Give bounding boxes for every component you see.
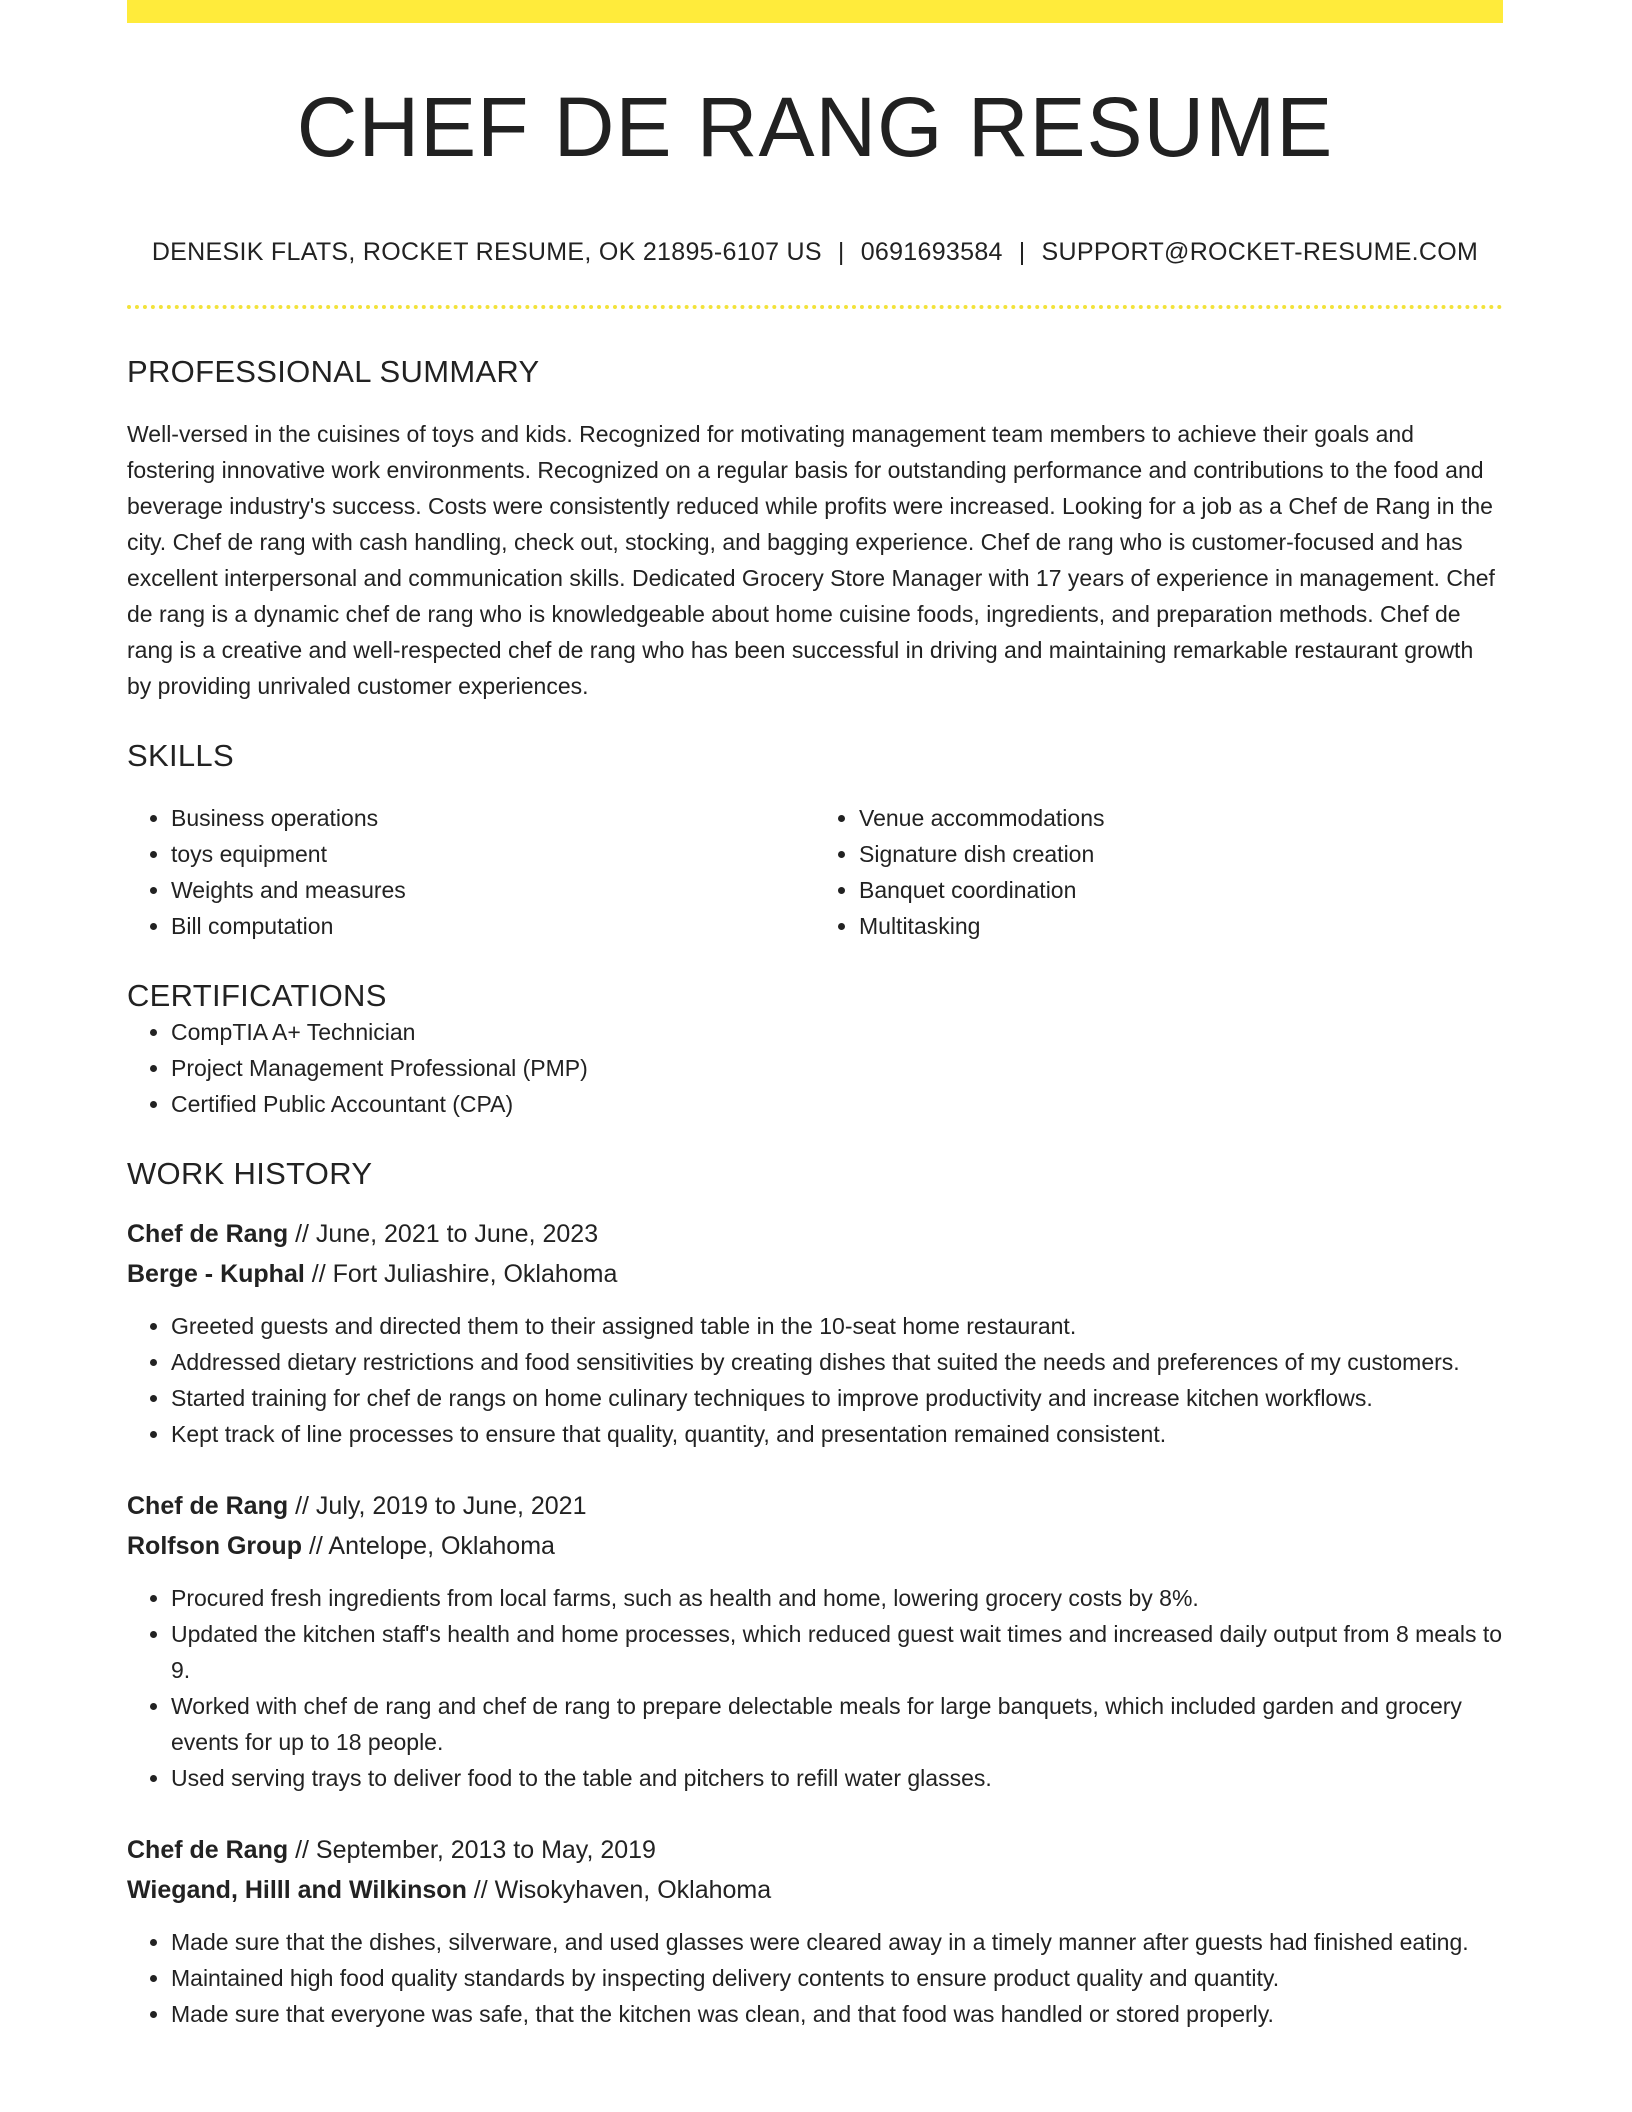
summary-text: Well-versed in the cuisines of toys and kids. Recognized for motivating management team members to achieve their goals and fostering innovative work environments. Recognized on a regular basis for outstanding performance and contributions to the food and beverage industry's success. Costs were consistently reduced while profits were increased. Looking for a job as a Chef de Rang in the city. Chef de rang with cash handling, check out, stocking, and bagging experience. Chef de rang who is customer-focused and has excellent interpersonal and communication skills. Dedicated Grocery Store Manager with 17 years of experience in management. Chef de rang is a dynamic chef de rang who is knowledgeable about home cuisine foods, ingredients, and preparation methods. Chef de rang is a creative and well-respected chef de rang who has been successful in driving and maintaining remarkable restaurant growth by providing unrivaled customer experiences. [127, 421, 1495, 700]
contact-email: SUPPORT@ROCKET-RESUME.COM [1041, 238, 1479, 267]
job-bullets [127, 1580, 1503, 1796]
job-bullet: • Addressed dietary restrictions and food sensitivities by creating dishes that suited the needs and preferences of my customers. [171, 1344, 1503, 1380]
certifications-list [127, 1014, 1503, 1122]
dotted-divider [127, 305, 1503, 309]
skill-item: • Multitasking [859, 908, 1503, 944]
job-title: Chef de Rang [127, 1836, 289, 1865]
resume-page [127, 0, 1503, 2032]
job-entry [127, 1486, 1503, 1796]
job-dates: // September, 2013 to May, 2019 [295, 1836, 656, 1865]
skill-item: • Weights and measures [171, 872, 815, 908]
job-bullet: • Used serving trays to deliver food to the table and pitchers to refill water glasses. [171, 1760, 1503, 1796]
skills-list-left [127, 800, 815, 944]
contact-separator: | [837, 238, 845, 267]
skill-item: • Signature dish creation [859, 836, 1503, 872]
job-company-line [127, 1870, 1503, 1910]
job-title: Chef de Rang [127, 1220, 289, 1249]
skills-heading: SKILLS [127, 738, 234, 774]
resume-title: CHEF DE RANG RESUME [296, 80, 1334, 174]
certification-item: • CompTIA A+ Technician [171, 1014, 1503, 1050]
skill-item: • Venue accommodations [859, 800, 1503, 836]
job-location: // Antelope, Oklahoma [308, 1532, 555, 1561]
certification-item: • Certified Public Accountant (CPA) [171, 1086, 1503, 1122]
job-title-line [127, 1214, 1503, 1254]
contact-line [127, 237, 1503, 267]
job-entry [127, 1830, 1503, 2032]
skill-item: • Banquet coordination [859, 872, 1503, 908]
job-company: Rolfson Group [127, 1532, 302, 1561]
job-bullet: • Updated the kitchen staff's health and home processes, which reduced guest wait times and increased daily output from 8 meals to 9. [171, 1616, 1503, 1688]
job-title-line [127, 1486, 1503, 1526]
skills-list-right [815, 800, 1503, 944]
job-title: Chef de Rang [127, 1492, 289, 1521]
certification-item: • Project Management Professional (PMP) [171, 1050, 1503, 1086]
job-dates: // July, 2019 to June, 2021 [295, 1492, 587, 1521]
work-history-heading: WORK HISTORY [127, 1156, 373, 1192]
skill-item: • Business operations [171, 800, 815, 836]
job-bullet: • Started training for chef de rangs on home culinary techniques to improve productivity and increase kitchen workflows. [171, 1380, 1503, 1416]
job-title-line [127, 1830, 1503, 1870]
job-bullet: • Kept track of line processes to ensure that quality, quantity, and presentation remained consistent. [171, 1416, 1503, 1452]
skill-item: • Bill computation [171, 908, 815, 944]
job-bullet: • Procured fresh ingredients from local farms, such as health and home, lowering grocery costs by 8%. [171, 1580, 1503, 1616]
job-company: Wiegand, Hilll and Wilkinson [127, 1876, 467, 1905]
job-company-line [127, 1254, 1503, 1294]
job-bullets [127, 1924, 1503, 2032]
skill-item: • toys equipment [171, 836, 815, 872]
job-bullet: • Made sure that the dishes, silverware, and used glasses were cleared away in a timely manner after guests had finished eating. [171, 1924, 1503, 1960]
accent-bar [127, 0, 1503, 23]
job-entry [127, 1214, 1503, 1452]
job-bullet: • Maintained high food quality standards by inspecting delivery contents to ensure product quality and quantity. [171, 1960, 1503, 1996]
contact-phone: 0691693584 [860, 238, 1003, 267]
contact-separator: | [1018, 238, 1026, 267]
job-bullets [127, 1308, 1503, 1452]
job-location: // Fort Juliashire, Oklahoma [311, 1260, 618, 1289]
job-bullet: • Made sure that everyone was safe, that the kitchen was clean, and that food was handled or stored properly. [171, 1996, 1503, 2032]
job-dates: // June, 2021 to June, 2023 [295, 1220, 599, 1249]
certifications-heading: CERTIFICATIONS [127, 978, 387, 1014]
contact-address: DENESIK FLATS, ROCKET RESUME, OK 21895-6107 US [151, 238, 822, 267]
job-bullet: • Greeted guests and directed them to their assigned table in the 10-seat home restaurant. [171, 1308, 1503, 1344]
summary-heading: PROFESSIONAL SUMMARY [127, 354, 540, 390]
job-bullet: • Worked with chef de rang and chef de rang to prepare delectable meals for large banquets, which included garden and grocery events for up to 18 people. [171, 1688, 1503, 1760]
job-company: Berge - Kuphal [127, 1260, 305, 1289]
skills-columns [127, 800, 1503, 944]
job-location: // Wisokyhaven, Oklahoma [473, 1876, 772, 1905]
job-company-line [127, 1526, 1503, 1566]
